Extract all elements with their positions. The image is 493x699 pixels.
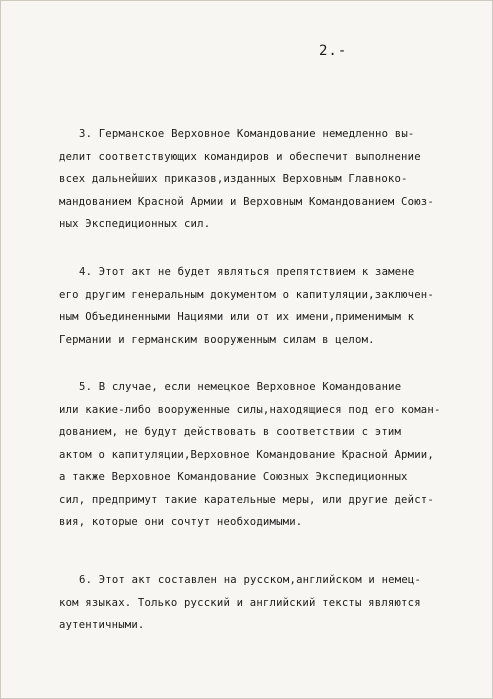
paragraph-line: 3. Германское Верховное Командование немедленно вы- [79,128,415,140]
paragraph-line: вия, которые они сочтут необходимыми. [59,516,303,528]
paragraph-5 [59,376,464,534]
paragraph-6 [59,569,464,637]
paragraph-line: Германии и германским вооруженным силам в целом. [59,333,375,346]
paragraph-line: ком языках. Только русский и английский тексты являются [59,596,421,609]
paragraph-line: сил, предпримут такие карательные меры, или другие дейст- [59,493,434,506]
paragraph-line: дованием, не будут действовать в соответствии с этим [59,426,402,438]
paragraph-line: 6. Этот акт составлен на русском,английском и немец- [79,574,422,586]
paragraph-3 [59,123,464,236]
paragraph-line: мандованием Красной Армии и Верховным Командованием Союз- [59,195,434,208]
paragraph-line: ных Экспедиционных сил. [59,218,211,230]
page-number: 2.- [319,43,348,59]
paragraph-line: ным Объединенными Нациями или от их имени,применимым к [59,311,415,323]
paragraph-line: аутентичными. [59,619,145,631]
paragraph-line: всех дальнейших приказов,изданных Верховным Главноко- [59,173,408,185]
paragraph-line: актом о капитуляции,Верховное Командование Красной Армии, [59,448,434,461]
paragraph-line: 4. Этот акт не будет являться препятствием к замене [79,266,415,278]
paragraph-line: а также Верховное Командование Союзных Экспедиционных [59,471,408,483]
paragraph-line: 5. В случае, если немецкое Верховное Командование [79,381,402,393]
paragraph-line: или какие-либо вооруженные силы,находящиеся под его коман- [59,403,441,416]
paragraph-line: его другим генеральным документом о капитуляции,заключен- [59,288,434,301]
paragraph-line: делит соответствующих командиров и обеспечит выполнение [59,150,421,163]
paragraph-4 [59,261,464,351]
